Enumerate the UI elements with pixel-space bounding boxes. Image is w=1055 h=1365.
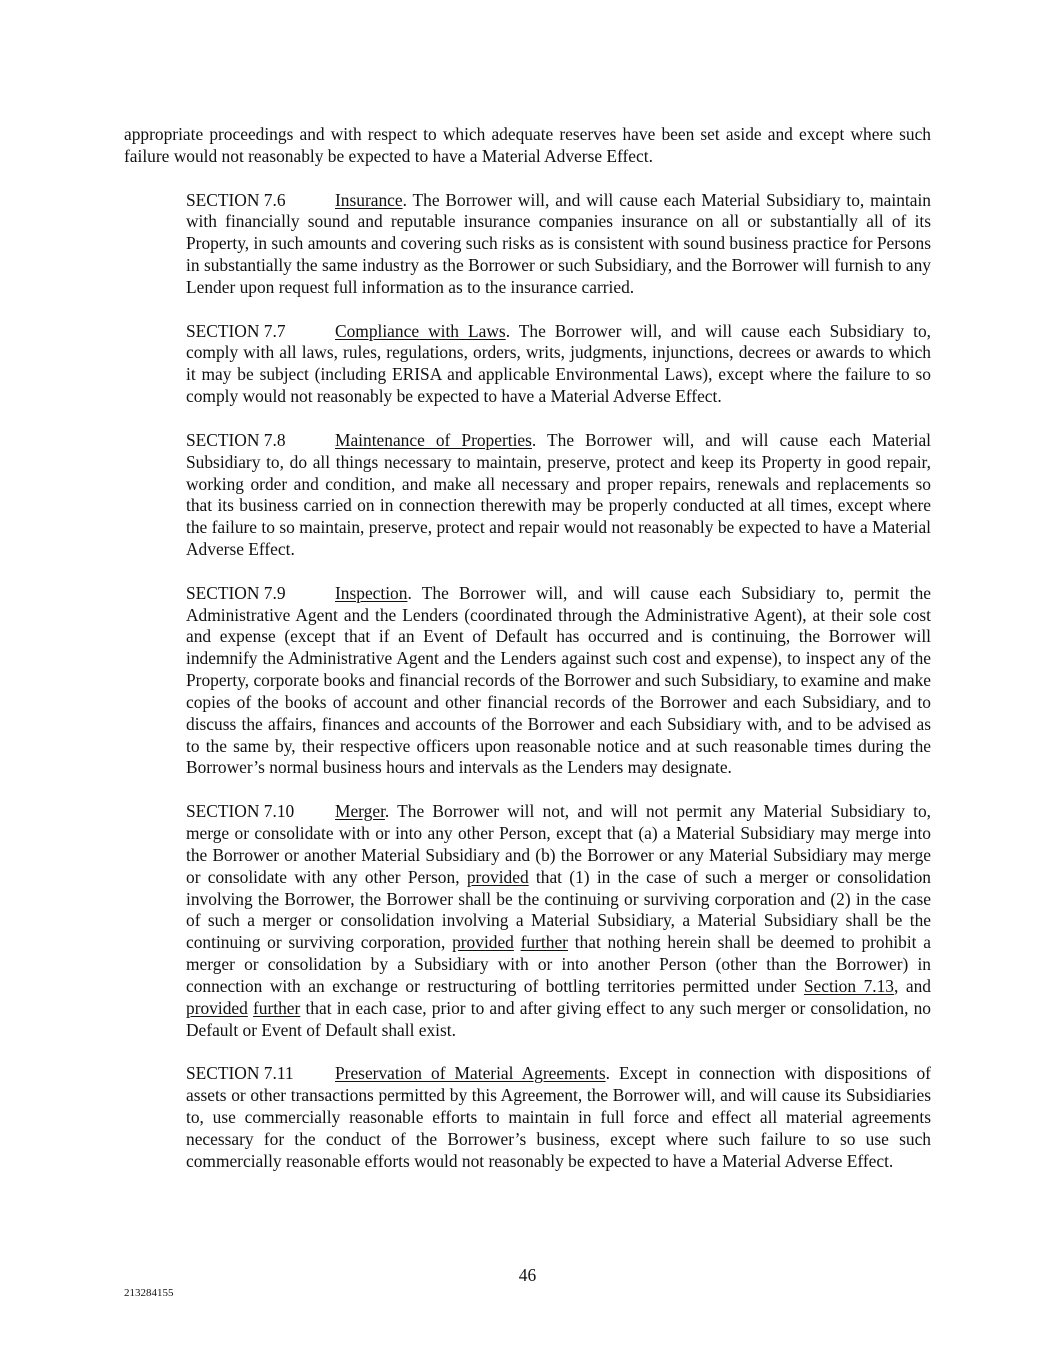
document-body bbox=[124, 124, 931, 1194]
section-body: that (1) in the case of such a merger or consolidation involving the Borrower, the Borrower shall be the continuing or surviving corporation and (2) in the case of such a merger or consolidation involving a Material Subsidiary, a Material Subsidiary shall be the continuing or surviving corporation, bbox=[186, 866, 931, 953]
section-number: SECTION 7.6 bbox=[186, 189, 286, 210]
page-number: 46 bbox=[518, 1265, 537, 1285]
section-number: SECTION 7.10 bbox=[186, 801, 295, 822]
section-body: that nothing herein shall be deemed to prohibit a merger or consolidation by a Subsidiary with or into another Person (other than the Borrower) in connection with an exchange or restructuring of bottling territories permitted under bbox=[186, 932, 931, 996]
section-body: . Except in connection with dispositions of assets or other transactions permitted by this Agreement, the Borrower will, and will cause its Subsidiaries to, use commercially reasonable efforts to maintain in full force and effect all material agreements necessary for the conduct of the Borrower’s business, except where such failure to so use such commercially reasonable efforts would not reasonably be expected to have a Material Adverse Effect. bbox=[186, 1063, 931, 1171]
section-body: . The Borrower will, and will cause each Subsidiary to, comply with all laws, rules, regulations, orders, writs, judgments, injunctions, decrees or awards to which it may be subject (including ERISA and applicable Environmental Laws), except where the failure to so comply would not reasonably be expected to have a Material Adverse Effect. bbox=[186, 320, 931, 407]
underlined-term: provided bbox=[452, 932, 514, 953]
section-number: SECTION 7.11 bbox=[186, 1063, 294, 1084]
section-body: . The Borrower will, and will cause each Material Subsidiary to, do all things necessary to maintain, preserve, protect and keep its Property in good repair, working order and condition, and make all necessary and proper repairs, renewals and replacements so that its business carried on in connection therewith may be properly conducted at all times, except where the failure to so maintain, preserve, protect and repair would not reasonably be expected to have a Material Adverse Effect. bbox=[186, 429, 931, 560]
underlined-term: provided bbox=[466, 866, 529, 887]
section-number: SECTION 7.8 bbox=[186, 429, 286, 450]
section-title: Merger bbox=[335, 801, 385, 822]
section-title: Insurance bbox=[335, 189, 403, 210]
underlined-term: provided bbox=[186, 997, 248, 1018]
section-body: . The Borrower will, and will cause each Material Subsidiary to, maintain with financially sound and reputable insurance companies insurance on all or substantially all of its Property, in such amounts and covering such risks as is consistent with sound business practice for Persons in substantially the same industry as the Borrower or such Subsidiary, and the Borrower will furnish to any Lender upon request full information as to the insurance carried. bbox=[186, 189, 931, 297]
underlined-term: further bbox=[520, 932, 568, 953]
section-number: SECTION 7.7 bbox=[186, 320, 286, 341]
document-id: 213284155 bbox=[124, 1287, 174, 1299]
section-body: , and bbox=[894, 975, 931, 996]
section-title: Preservation of Material Agreements bbox=[335, 1063, 606, 1084]
section-title: Compliance with Laws bbox=[335, 320, 506, 341]
paragraph-continuation: appropriate proceedings and with respect to which adequate reserves have been set aside and except where such failure would not reasonably be expected to have a Material Adverse Effect. bbox=[124, 124, 931, 166]
cross-reference: Section 7.13 bbox=[803, 975, 894, 996]
section-7-9 bbox=[124, 583, 931, 780]
section-7-8 bbox=[124, 430, 931, 561]
section-body: . The Borrower will, and will cause each Subsidiary to, permit the Administrative Agent and the Lenders (coordinated through the Administrative Agent), at their sole cost and expense (except that if an Event of Default has occurred and is continuing, the Borrower will indemnify the Administrative Agent and the Lenders against such cost and expense), to inspect any of the Property, corporate books and financial records of the Borrower and such Subsidiary, to examine and make copies of the books of account and other financial records of the Borrower and each Subsidiary, and to discuss the affairs, finances and accounts of the Borrower and each Subsidiary with, and to be advised as to the same by, their respective officers upon reasonable notice and at such reasonable times during the Borrower’s normal business hours and intervals as the Lenders may designate. bbox=[186, 582, 931, 778]
section-7-11 bbox=[124, 1063, 931, 1172]
underlined-term: further bbox=[252, 997, 301, 1018]
section-body: that in each case, prior to and after giving effect to any such merger or consolidation, no Default or Event of Default shall exist. bbox=[186, 997, 931, 1040]
section-title: Maintenance of Properties bbox=[335, 429, 532, 450]
section-7-10 bbox=[124, 801, 931, 1041]
section-7-7 bbox=[124, 321, 931, 408]
section-number: SECTION 7.9 bbox=[186, 582, 286, 603]
section-title: Inspection bbox=[335, 582, 408, 603]
section-7-6 bbox=[124, 190, 931, 299]
section-body: . The Borrower will not, and will not permit any Material Subsidiary to, merge or consolidate with or into any other Person, except that (a) a Material Subsidiary may merge into the Borrower or another Material Subsidiary and (b) the Borrower or any Material Subsidiary may merge or consolidate with any other Person, bbox=[186, 801, 931, 887]
